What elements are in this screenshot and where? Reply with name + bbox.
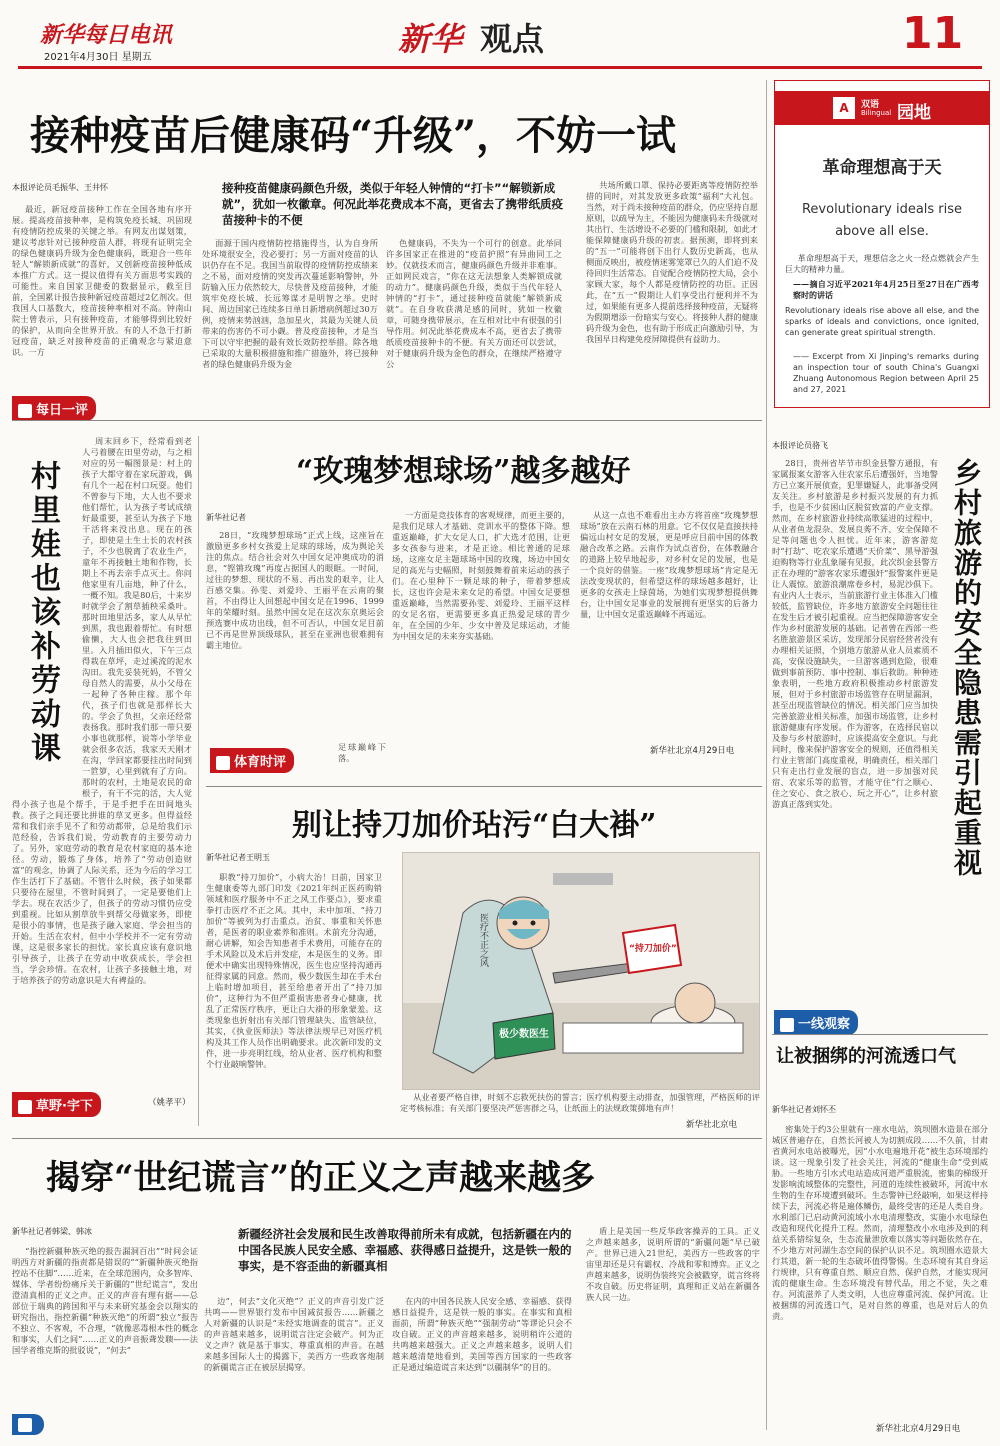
tag-intl-comment bbox=[12, 1414, 44, 1435]
cartoon-illustration bbox=[402, 852, 760, 1090]
column-rule-right bbox=[766, 80, 767, 1430]
tag-daily-comment bbox=[12, 396, 96, 421]
headline-vaccine-code: 接种疫苗后健康码“升级”，不妨一试 bbox=[30, 112, 677, 159]
garden-cn-body: 革命理想高于天，理想信念之火一经点燃就会产生巨大的精神力量。 bbox=[785, 254, 979, 274]
leaf-icon bbox=[18, 1100, 32, 1114]
article4-body-text: 28日，贵州省毕节市织金县警方通报，有家属报案女游客入住农家乐后遭强奸，当地警方已立案开展侦查，犯罪嫌疑人，此事备受网友关注。乡村旅游是乡村振兴发展的有力抓手，也是不少贫困山区脱贫致富的产业支撑。然而，在乡村旅游业持续高歌猛进的过程中，从业者鱼龙混杂、发展良莠不齐、安全保障不足等问题也令人担忧。近年来，游客游览时“打劫”、吃农家乐遭遇“天价菜”、黑导游强迫购物等行业乱象屡有见报，此次织金县警方正在办理的“游客农家乐遭强奸”报警案件更是让人震惊。旅游浪潮席卷乡村，易泥沙俱下。有业内人士表示，当前旅游行业主体准入门槛较低，监管缺位，许多地方旅游安全问题往往在发生后才被引起重视。应当把保障游客安全作为乡村旅游发展的基础。记者曾在西部一些名胜旅游景区采访，发现部分民宿经营者没有办理相关证照，个别地方旅游从业人员素质不高，安保设施缺失，一旦游客遇到危险，很难做到事前预防、事中控制、事后救助。种种迹象表明，一些地方政府积极推动乡村旅游发展，但对于乡村旅游市场监管存在明显漏洞，甚至出现监管缺位的情况。相关部门应当加快完善旅游业相关标准，加强市场监管，让乡村旅游健康有序发展。作为游客，在选择民宿以及参与乡村旅游时，应该提高安全意识。与此同时，像来保护游客安全的规则，还值得相关行业主管部门高度重视，明确责任，相关部门只有走出行业发展的盲点，进一步加强对民宿、农家乐等的监管，才能守住“行之顺心、住之安心、食之放心、玩之开心”，让乡村旅游真正落到实处。 bbox=[772, 458, 938, 809]
bilingual-header bbox=[775, 91, 989, 125]
garden-en-source: —— Excerpt from Xi Jinping's remarks during an inspection tour of south China's Guangxi Zhuang Autonomous Region between April 25 and 27, 2021 bbox=[793, 352, 979, 394]
tag-frontline-label: 一线观察 bbox=[798, 1017, 851, 1032]
byline-river: 新华社记者刘怀丕 bbox=[772, 1105, 836, 1114]
tag-grassroots bbox=[12, 1092, 101, 1117]
tag-grassroots-label: 草野·宇下 bbox=[36, 1099, 93, 1114]
byline-white-coat: 新华社记者王明玉 bbox=[206, 853, 270, 862]
tag-sports-comment bbox=[210, 748, 294, 773]
globe-icon bbox=[18, 1418, 32, 1432]
article6-col1 bbox=[12, 1246, 198, 1406]
section-brand: 新华 bbox=[398, 20, 463, 58]
headline-rose-field: “玫瑰梦想球场”越多越好 bbox=[296, 454, 631, 489]
byline-century-lie: 新华社记者韩梁、韩冰 bbox=[12, 1227, 92, 1236]
cartoon-svg bbox=[403, 853, 759, 1089]
page-number: 11 bbox=[902, 8, 964, 59]
garden-title: 革命理想高于天 bbox=[822, 158, 942, 178]
article6-col2-text: 边”，何去“文化灭绝”？正义的声音引发广泛共鸣——世界银行发布中国减贫报告……新疆之人对新疆的认识是“未经实地调查的谎言”。正义的声音越来越多，说明谎言注定会破产。何为正义之声？就是基于事实、尊重真相的声音。在越来越多国际人士的揭露下，美西方一些政客炮制的新疆谎言正在被层层揭穿。 bbox=[204, 1296, 384, 1372]
bilingual-label-cn: 双语 bbox=[861, 100, 880, 110]
article6-col3-text: 在内的中国各民族人民安全感、幸福感、获得感日益提升，这是铁一般的事实。在事实和真相面前，所谓“种族灭绝”“强制劳动”等谬论只会不攻自破。正义的声音越来越多，说明稍许公道的共鸣越来越强大。正义之声越来越多，说明人们越来越清楚地看到，美国等西方国家的一些政客正是通过编造谎言来达到“以疆制华”的目的。 bbox=[392, 1296, 572, 1372]
article1-col1-text: 最近，新冠疫苗接种工作在全国各地有序开展。提高疫苗接种率，是构筑免疫长城、巩固现有疫情防控成果的关键之举。有网友出谋划策，建议考虑针对已接种疫苗人群，将现有证明完全的绿色健康码升级为金色健康码，既迎合一些年轻人“解锁新成就”的喜好，又创新疫苗接种低成本推广方式。这一提议值得有关方面思考实践的可能性。来自国家卫健委的数据显示，截至目前，全国累计报告接种新冠疫苗超过2亿剂次。但我国人口基数大，疫苗接种率相对不高。钟南山院士曾表示，只有接种疫苗，才能够得到比较好的保护，从而向全世界开放。有的人不急于打新冠疫苗，缺乏对接种疫苗的正确观念与紧迫意识。一方 bbox=[12, 204, 192, 357]
ball-icon bbox=[216, 756, 230, 770]
divider-4 bbox=[12, 1138, 762, 1139]
article1-col3-text: 色健康码，不失为一个可行的创意。此举同许多国家正在推进的“疫苗护照”有异曲同工之妙。仅就技术而言，健康码颜色升级并非难事。正如网民戏言，“你在这无法想象人类解锁成就的动力”。健康码颜色升级，类似于当代年轻人钟情的“打卡”，通过接种疫苗就能“解锁新成就”。在自身收获满足感的同时，犹如一枚徽章，可随身携带展示，在互相对比中有很强的引导作用。何况此举花费成本不高，更省去了携带纸质疫苗接种卡的不便。有关方面还可以尝试，对于健康码升级为金色的群众，在继续严格遵守公 bbox=[386, 238, 562, 369]
article5-caption: 从业者要严格自律，时刻不忘救死扶伤的誓言；医疗机构要主动排查，加强管理，严格医师的评定考核标准；有关部门要坚决严惩害群之马，让纸面上的法规政策掷地有声！ bbox=[400, 1092, 760, 1113]
tag-frontline bbox=[774, 1010, 858, 1035]
headline-rural-labor: 村里娃也该补劳动课 bbox=[25, 460, 60, 766]
byline-vaccine: 本报评论员毛振华、王井怀 bbox=[12, 183, 108, 192]
tag-sports-comment-label: 体育时评 bbox=[234, 755, 287, 770]
garden-cn-source: ——摘自习近平2021年4月25日至27日在广西考察时的讲话 bbox=[793, 279, 979, 300]
tag-daily-comment-label: 每日一评 bbox=[36, 403, 89, 418]
article3-col1-text: 28日，“玫瑰梦想球场”正式上线，这座旨在激励更多乡村女孩爱上足球的球场，成为舆论关注的焦点。结合社会对久中国女足冲奥成功的消息，“铿锵玫瑰”再度占据国人的眼眶。一时间，过往的梦想、现状的不易、再出发的艰辛，让人百感交集。孙雯、刘爱玲、王丽平在云南的聚首，不由得让人回想起中国女足在1996、1999年的荣耀时刻。虽然中国女足在这次东京奥运会预选赛中成功出线，但不可否认，中国女足目前已不再是世界顶级球队，甚至在亚洲也很难拥有霸主地位。 bbox=[206, 530, 384, 650]
garden-en-body: Revolutionary ideals rise above all else, and the sparks of ideals and convictions, once ignited, can generate great spiritual strength. bbox=[785, 306, 979, 337]
cartoon-gown-text: 医疗不正之风 bbox=[478, 913, 488, 967]
doctor-eye-right bbox=[531, 921, 536, 926]
divider-2 bbox=[206, 786, 762, 787]
column-rule-left bbox=[198, 436, 199, 1126]
article2-title-space bbox=[12, 436, 82, 796]
article1-col1 bbox=[12, 204, 192, 390]
article6-col4 bbox=[586, 1226, 760, 1420]
article2-author: （姚孝平） bbox=[148, 1098, 191, 1108]
article3-col1 bbox=[206, 530, 384, 716]
patient-head bbox=[675, 983, 715, 1023]
article7-signature: 新华社北京4月29日电 bbox=[876, 1424, 961, 1434]
article7-body-text: 密集处于约3公里就有一座水电站，筑坝圈水造景在部分城区普遍存在，自然长河被人为切割成段……不久前，甘肃省黄河水电站被曝光，因“小水电遍地开花”被生态环境部约谈。这一现象引发了社会关注，河流的“健康生命”受到威胁。一些地方引水式电站造成河道严重脱流，密集的梯级开发影响流域整体的完整性，河道的连续性被破坏，河流中水生物的生存环境遭到破坏。生态警钟已经敲响，如果这样持续下去，河流必将是遍体鳞伤，最终受害的还是人类自身。水利部门已启动黄河流域小水电清理整改，实施小水电绿色改造和现代化提升工程。然而，清理整改小水电涉及到的利益关系错综复杂，生态流量泄放难以落实等问题依然存在，不少地方对河湖生态空间的保护认识不足。筑坝圈水造景大行其道，新一轮的生态破坏值得警惕。生态环境有其自身运行规律，只有尊重自然、顺应自然、保护自然，才能实现河流的健康生命。生态环境没有替代品，用之不觉，失之难存。河流滋养了人类文明，人也应尊重河流、保护河流。让被捆绑的河流透口气，是对自然的尊重，也是对后人的负责。 bbox=[772, 1124, 988, 1321]
masthead bbox=[0, 0, 1000, 74]
article3-signature: 新华社北京4月29日电 bbox=[650, 746, 735, 756]
article1-col2-text: 面源于国内疫情防控措施得当，认为自身所处环境很安全，没必要打；另一方面对疫苗的认识仍存在不足。我国当前取得的疫情防控成绩来之不易，面对疫情的突发再次蔓延影响警钟，外防输入压力依然较大，尽快普及疫苗接种，才能筑牢免疫长城、长远筹谋才是明智之举。史时间、周边国家已连续多日单日新增病例超过30万例，疫情来势汹汹，急加星火，其最为关键人员带来的伤害仍不可小觑。普及疫苗接种，才是当下可以守牢把握的最有效长效防控举措。除各地已采取的大量积极措施和推广措施外，将已接种者的绿色健康码升级为金 bbox=[202, 238, 378, 369]
issue-date: 2021年4月30日 星期五 bbox=[44, 52, 152, 63]
article4-body bbox=[772, 458, 938, 1028]
cartoon-price-label: “持刀加价” bbox=[629, 944, 677, 954]
article1-col3 bbox=[386, 238, 562, 414]
article1-deck: 接种疫苗健康码颜色升级，类似于年轻人钟情的“打卡”“解锁新成就”，犹如一枚徽章。何况此举花费成本不高，更省去了携带纸质疫苗接种卡的不便 bbox=[222, 181, 564, 227]
pen-icon bbox=[18, 404, 32, 418]
byline-rural-tourism: 本报评论员骆飞 bbox=[772, 441, 828, 450]
article1-col2 bbox=[202, 238, 378, 414]
cartoon-doctor-label: 极少数医生 bbox=[499, 1029, 549, 1040]
bilingual-box bbox=[774, 80, 990, 408]
bilingual-section: 园地 bbox=[897, 103, 931, 123]
bilingual-icon: A bbox=[833, 97, 855, 119]
paper-name: 新华每日电讯 bbox=[40, 22, 173, 48]
byline-rose: 新华社记者 bbox=[206, 513, 246, 522]
doctor-eye-left bbox=[513, 921, 518, 926]
article6-col4-text: 盾上是美国一些反华政客操弄的工具。正义之声越来越多，说明所谓的“新疆问题”早已破产。世界已进入21世纪，美西方一些政客的宇宙里却还是只有霸权、冷战和零和博弈。正义之声越来越多，说明伪装终究会被戳穿，谎言终将不攻自破。历史将证明，真理和正义站在新疆各族人民一边。 bbox=[586, 1226, 760, 1302]
article2-body-text: 周末回乡下，经常看到老人弓着腰在田里劳动，与之相对应的另一幅图景是：村上的孩子大都守着在家玩游戏，偶有几个一起在村口玩耍。他们不曾参与下地，大人也不要求他们帮忙，认为孩子考试成绩好最重要，甚至认为孩子下地干活将来没出息。现在的孩子，即使是土生土长的农村孩子，不少也脱离了农业生产，童年不再接触土地和作物，长期上不再去亲手点灭土。你问他家里有几亩地，种了什么，一概不知。我是80后，十来岁时就学会了割草插秧采桑叶。那时田地里活多，家人从早忙到黑，我也跟着帮忙。有时想偷懒，大人也会把我往到田里。入月插田似火，下午三点得栽在草坪，走过溪流的泥水沟田。我先妥装死妈，不管父母自然人的需要，从小父母在一起种了各种庄稼。那个年代，孩子们也就是那样长大的。学会了负担，父亲还经常表扬我。那时我们那一带只要小事也就那样，说等小学毕业就会很多农活，我家天天刚才在沟，学回家都要挂出时间到一笸箩，心里到就有了方向。那时的农村，土地是农民的命根子，有干不完的活，大人觉得小孩子也是个帮手，于是手把手在田间地头教。孩子之间还要比拼谁的草叉更多。但得益经常和我们亲手见不了和劳动都带，总是给我们示范经验，告诉我们说，劳动教育的主要劳动力了。另外，家庭劳动的教育是农村家庭的基本途径。劳动，锻炼了身体，培养了“劳动创造财富”的观念，协调了人际关系，还为今后的学习工作生活打下了基础。不管什么时候，孩子如果都只要待在屋里，不管时间到了，一定是要他们上学去。现在农活少了，但孩子的劳动习惯仍应受到重视。比如从割草放牛到帮父母做家务，即使是很小的事情，也是孩子融入家庭、学会担当的开始。生活在农村，但中小学校并不一定有劳动课，这是很多家长的担忧。家长真应该有意识地引导孩子，让孩子在劳动中收获成长，学会担当，学会珍惜。在农村，让孩子多接触土地，对于培养孩子的劳动意识是大有裨益的。 bbox=[12, 436, 192, 985]
bilingual-label-en: Bilingual bbox=[861, 109, 892, 117]
masthead-rule bbox=[18, 66, 982, 69]
article3-col3-text: 从这一点也不难看出主办方将首座“玫瑰梦想球场”放在云南石林的用意。它不仅仅是直接扶持偏远山村女足的发展，更是呼应目前中国的体教融合改革之路。云南作为试点省份，在体教融合的道路上较早地起步，对乡村女足的发展，也是一个良好的借鉴。一座“玫瑰梦想球场”肯定是无法改变现状的，但希望这样的球场越多越好，让更多的女孩走上绿茵场，为她们实现梦想提供舞台，让中国女足事业的发展拥有更坚实的后备力量，让中国女足重返巅峰不再遥远。 bbox=[580, 510, 758, 619]
article5-signature: 新华社北京电 bbox=[686, 1120, 738, 1130]
headline-century-lie: 揭穿“世纪谎言”的正义之声越来越多 bbox=[46, 1158, 596, 1198]
article3-author: 足球巅峰下落。 bbox=[338, 742, 386, 763]
divider-1 bbox=[12, 420, 762, 421]
article1-col4-text: 共场所戴口罩、保持必要距离等疫情防控举措的同时，对其发放更多政策“福利”大礼包。当然，对于尚未接种疫苗的群众，仍应坚持自愿原则，以疏导为主，不能因为健康码未升级就对其出行、生活增设不必要的门槛和限制，如此才能保障健康码升级的初衷。据预测，即将到来的“五一”可能将创下出行人数历史新高，也从侧面反映出，被疫情迷雾笼罩已久的人们迫不及待回归生活常态。自觉配合疫情防控大局，会小家顾大家，每个人都是疫情防控的功臣。正因此，在“五一”假期让人们享受出行便利并不为过，如果能有更多人提前选择接种疫苗，无疑将为假期增添一份暗实与安心。将接种人群的健康码升级为金色，也有助于形成正向激励引导，为我国早日构建免疫屏障提供有益助力。 bbox=[586, 180, 758, 344]
article3-col2-text: 一方面是竞技体育的客观规律，而更主要的，是我们足球人才基础、竞训水平的整体下降。想重返巅峰，扩大女足人口，扩大选才范围，让更多女孩参与进来，才是正途。相比普通的足球场，这座女足主题球场中国的玫瑰，场边中国女足的高光与史幅照，时刻鼓舞着前来运动的孩子们。在心里种下一颗足球的种子，带着梦想成长，这也许会是未来女足的希望。中国女足要想重返巅峰，当然需要孙雯、刘爱玲、王丽平这样的女足名宿，更需要更多真正热爱足球的青少年，在全国的少年、少女中普及足球运动，才能为中国女足的未来夯实基础。 bbox=[392, 510, 570, 641]
operating-table bbox=[563, 1023, 743, 1053]
article5-col1-text: 职教“持刀加价”，小病大治！日前，国家卫生健康委等九部门印发《2021年纠正医药购销领域和医疗服务中不正之风工作要点》，要求重拳打击医疗不正之风。其中，未中加项、“持刀加价”等被列为打击重点。治贫、事重和关怀患者，是医者的职业素养和准则。术前充分沟通，耐心讲解，知会告知患者手术费用，可能存在的手术风险以及术后并发症，本是医生的义务。即便术中确实出现特殊情况，医生也应坚持沟通再征得家属的同意。然而，极少数医生却在手术台上临时增加项目，甚至给患者开出了“持刀加价”，这种行为不但严重损害患者身心健康，扰乱了正常医疗秩序，更让白大褂的形象蒙羞。这类现象也折射出有关部门管理缺失、监管缺位，其实，《执业医师法》等法律法规早已对医疗机构及其工作人员作出明确要求。此次新印发的文件，进一步亮明红线，给从业者、医疗机构和整个行业敲响警钟。 bbox=[206, 872, 382, 1069]
article6-col1-text: “指控新疆种族灭绝的报告漏洞百出”“时间会证明西方对新疆的指责都是错误的”“新疆种族灭绝指控站不住脚”……近来，在全球范围内，众多智库、媒体、学者纷纷痛斥关于新疆的“世纪谎言”，发出澄清真相的正义之声。正义的声音有理有据——总部位于瑞典的跨国和平与未来研究基金会以翔实的研究指出，指控新疆“种族灭绝”的所谓“独立”报告不独立、不客观，不合理，“就像恶毒根本性的概念和事实，人们之间”……正义的声音振聋发聩——法国学者维克斯的批驳说”，“何去” bbox=[12, 1246, 198, 1355]
divider-3 bbox=[772, 1034, 988, 1035]
article1-col4 bbox=[586, 180, 758, 416]
section-name: 观点 bbox=[480, 20, 545, 58]
surgical-lamp bbox=[553, 873, 613, 885]
article3-col3 bbox=[580, 510, 758, 738]
headline-white-coat: 别让持刀加价玷污“白大褂” bbox=[292, 808, 657, 843]
article7-body bbox=[772, 1124, 988, 1418]
article6-col3 bbox=[392, 1296, 572, 1432]
article5-col1 bbox=[206, 872, 382, 1069]
article2-body bbox=[12, 436, 192, 1086]
article6-deck: 新疆经济社会发展和民生改善取得前所未有成就，包括新疆在内的中国各民族人民安全感、幸福感、获得感日益提升，这是铁一般的事实，是不容歪曲的新疆真相 bbox=[238, 1227, 572, 1273]
article3-col2 bbox=[392, 510, 570, 770]
eye-icon bbox=[780, 1018, 794, 1032]
article6-col2 bbox=[204, 1296, 384, 1432]
garden-en-title: Revolutionary ideals rise above all else. bbox=[801, 202, 963, 239]
headline-rural-tourism: 乡村旅游的安全隐患需引起重视 bbox=[950, 458, 983, 878]
headline-river: 让被捆绑的河流透口气 bbox=[776, 1046, 956, 1067]
